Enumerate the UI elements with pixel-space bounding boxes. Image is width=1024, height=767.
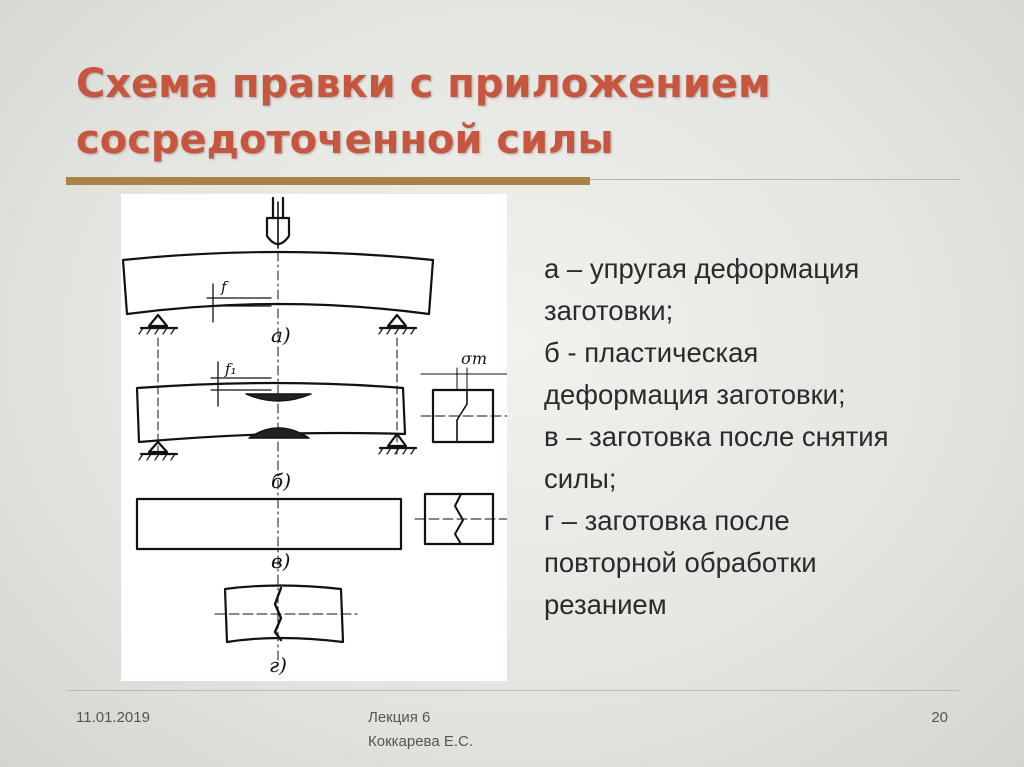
force-punch — [267, 198, 289, 248]
beam-b — [137, 383, 405, 442]
page-number: 20 — [931, 709, 948, 726]
footer-lecture: Лекция 6 — [368, 709, 431, 726]
figure-caption — [544, 248, 994, 626]
footer-lecture-info — [368, 706, 473, 754]
footer-date: 11.01.2019 — [76, 709, 150, 726]
beam-g — [215, 586, 357, 643]
caption-line: заготовки; — [544, 295, 674, 326]
slide-title-line-2: сосредоточенной силы — [76, 117, 614, 163]
title-thin-rule — [590, 179, 960, 180]
caption-line: силы; — [544, 463, 617, 494]
label-f: f — [221, 278, 227, 296]
caption-line: г – заготовка после — [544, 505, 790, 536]
caption-line: резанием — [544, 589, 667, 620]
beam-c — [137, 499, 401, 549]
straightening-scheme-figure — [121, 194, 507, 681]
label-a: а) — [271, 323, 291, 347]
caption-line: деформация заготовки; — [544, 379, 846, 410]
label-b: б) — [271, 469, 292, 493]
caption-line: а – упругая деформация — [544, 253, 860, 284]
caption-line: в – заготовка после снятия — [544, 421, 889, 452]
support-a-left — [139, 315, 177, 334]
label-g: г) — [269, 653, 287, 677]
caption-line: повторной обработки — [544, 547, 817, 578]
support-a-right — [379, 315, 416, 334]
slide-title-line-1: Схема правки с приложением — [76, 61, 771, 107]
label-f1: f₁ — [225, 360, 237, 378]
slide-title — [76, 56, 976, 168]
label-v: в) — [271, 549, 291, 573]
straightening-scheme-drawing — [121, 194, 507, 681]
footer-author: Коккарева Е.С. — [368, 733, 474, 750]
label-sigma: σт — [461, 349, 488, 368]
caption-line: б - пластическая — [544, 337, 759, 368]
support-b-left — [139, 442, 177, 460]
deflection-f-dimension — [207, 284, 271, 322]
title-accent-rule — [66, 177, 590, 185]
stress-diagram-c — [415, 494, 507, 544]
footer-divider — [66, 690, 959, 691]
stress-diagram-b — [421, 368, 507, 442]
